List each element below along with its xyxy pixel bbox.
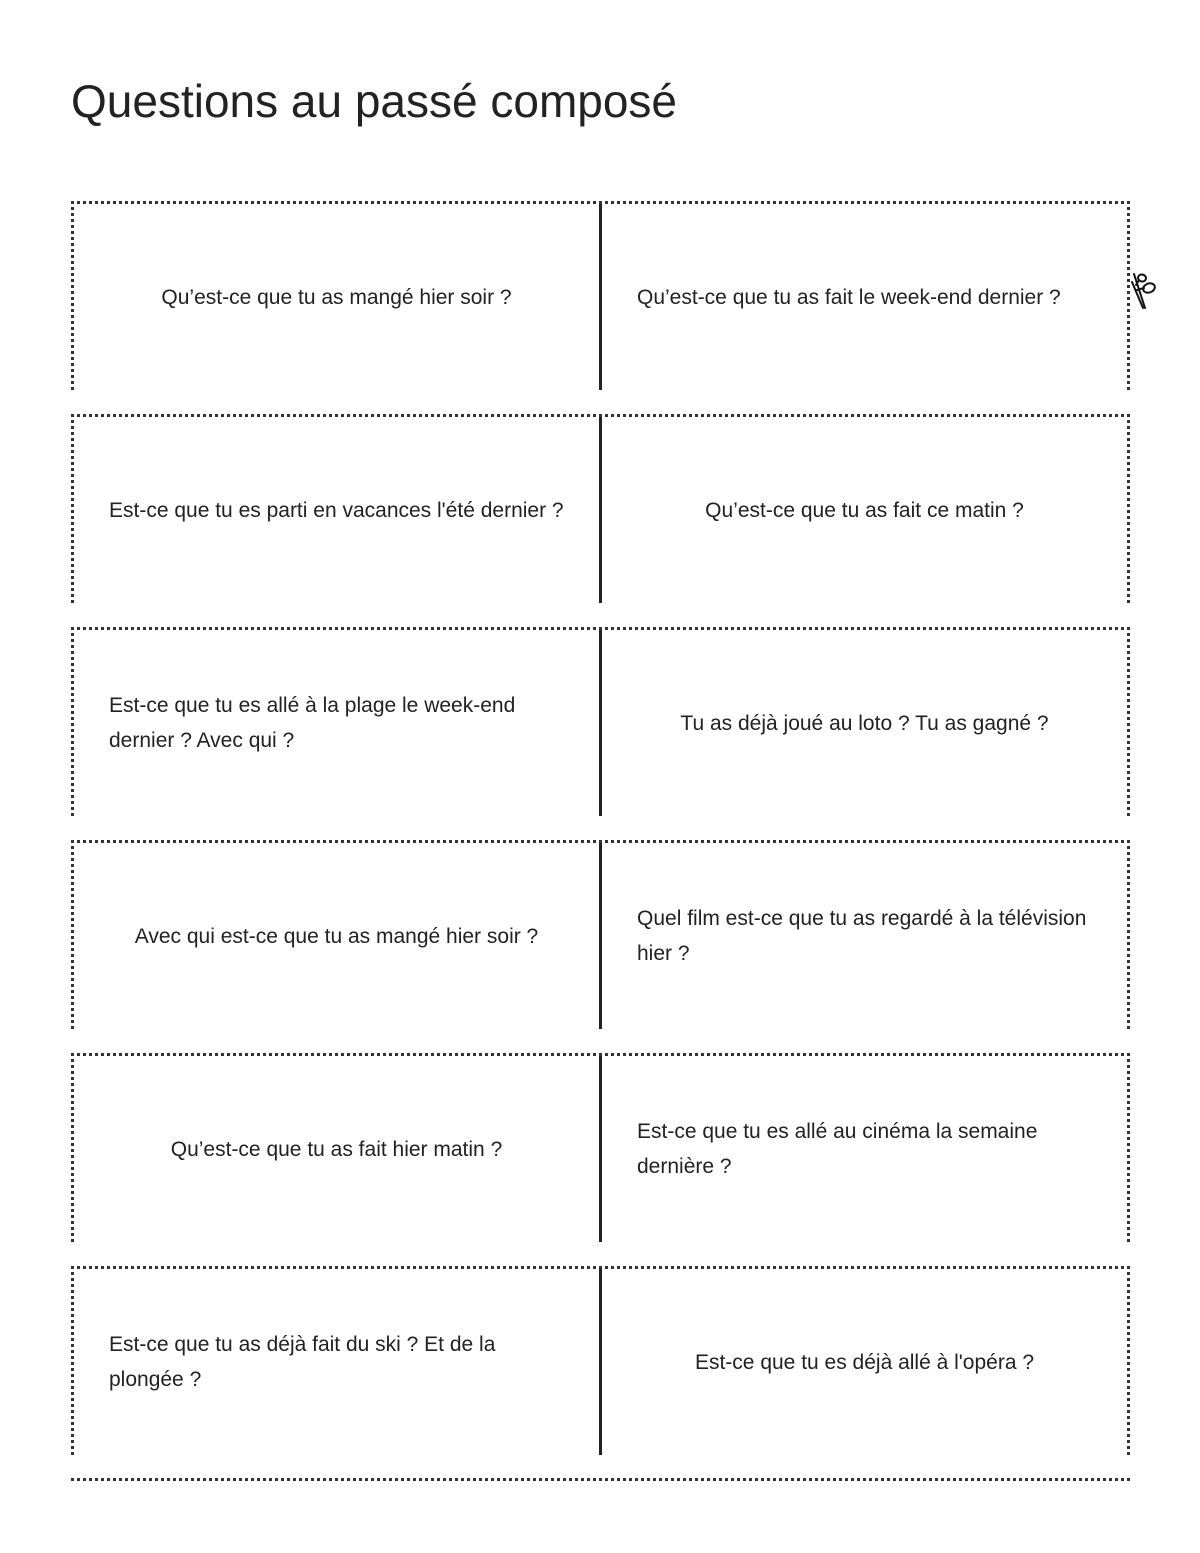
question-card bbox=[602, 1056, 1127, 1242]
question-card bbox=[602, 204, 1127, 390]
question-card bbox=[602, 417, 1127, 603]
question-card bbox=[602, 630, 1127, 816]
card-row bbox=[71, 414, 1130, 603]
question-card bbox=[74, 204, 602, 390]
question-text: Qu’est-ce que tu as mangé hier soir ? bbox=[161, 285, 512, 309]
scissors-icon bbox=[1124, 270, 1158, 310]
question-card bbox=[74, 843, 602, 1029]
question-card bbox=[602, 843, 1127, 1029]
bottom-cut-line bbox=[71, 1478, 1130, 1481]
question-card bbox=[74, 1056, 602, 1242]
card-row bbox=[71, 627, 1130, 816]
question-text: Est-ce que tu as déjà fait du ski ? Et de la plongée ? bbox=[109, 1333, 496, 1391]
question-text: Avec qui est-ce que tu as mangé hier soir ? bbox=[134, 924, 539, 948]
question-card bbox=[602, 1269, 1127, 1455]
question-text: Est-ce que tu es allé au cinéma la semaine dernière ? bbox=[637, 1120, 1038, 1178]
question-card bbox=[74, 1269, 602, 1455]
question-text: Quel film est-ce que tu as regardé à la télévision hier ? bbox=[637, 907, 1087, 965]
question-text: Qu’est-ce que tu as fait le week-end dernier ? bbox=[637, 285, 1061, 309]
card-row bbox=[71, 1266, 1130, 1455]
card-row bbox=[71, 840, 1130, 1029]
question-text: Qu’est-ce que tu as fait ce matin ? bbox=[705, 498, 1024, 522]
card-row bbox=[71, 201, 1130, 390]
card-row bbox=[71, 1053, 1130, 1242]
page-title: Questions au passé composé bbox=[71, 75, 678, 127]
question-text: Qu’est-ce que tu as fait hier matin ? bbox=[170, 1137, 503, 1161]
question-text: Est-ce que tu es parti en vacances l'été dernier ? bbox=[109, 498, 564, 522]
question-text: Est-ce que tu es déjà allé à l'opéra ? bbox=[694, 1350, 1035, 1374]
question-text: Tu as déjà joué au loto ? Tu as gagné ? bbox=[680, 711, 1049, 735]
question-text: Est-ce que tu es allé à la plage le week-end dernier ? Avec qui ? bbox=[109, 694, 516, 752]
question-card bbox=[74, 417, 602, 603]
card-grid bbox=[71, 201, 1130, 1455]
question-card bbox=[74, 630, 602, 816]
